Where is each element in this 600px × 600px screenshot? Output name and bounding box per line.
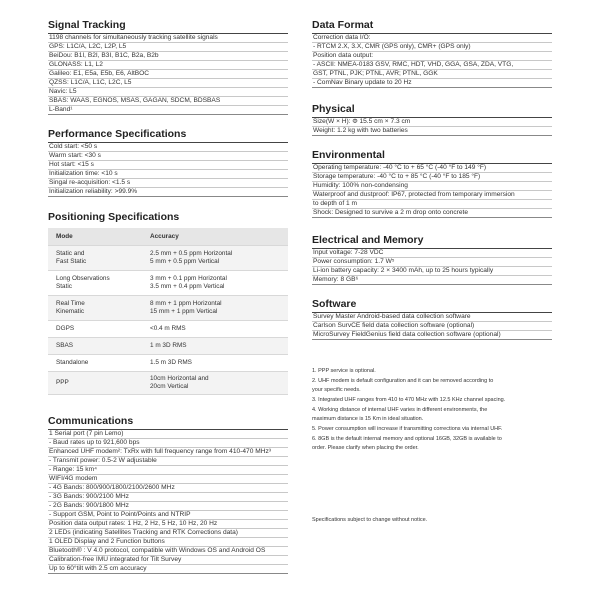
spec-line: - 2G Bands: 900/1800 MHz [48, 502, 288, 511]
mode-cell: Real Time Kinematic [56, 300, 85, 315]
accuracy-header: Accuracy [150, 232, 179, 240]
spec-line: 2 LEDs (indicating Satellites Tracking and RTK Corrections data) [48, 529, 288, 538]
spec-line: 1 Serial port (7 pin Lemo) [48, 430, 288, 439]
environmental-section [312, 148, 552, 218]
performance-section [48, 127, 288, 197]
table-row [48, 296, 288, 321]
accuracy-cell: 2.5 mm + 0.5 ppm Horizontal 5 mm + 0.5 ppm Vertical [150, 250, 233, 265]
spec-line: Weight: 1.2 kg with two batteries [312, 127, 552, 136]
spec-line: - RTCM 2.X, 3.X, CMR (GPS only), CMR+ (GPS only) [312, 43, 552, 52]
spec-line: Singal re-acquisition: <1.5 s [48, 179, 288, 188]
spec-line: Power consumption: 1.7 W⁵ [312, 258, 552, 267]
signal-tracking-title: Signal Tracking [48, 18, 288, 34]
spec-line: GPS: L1C/A, L2C, L2P, L5 [48, 43, 288, 52]
footnote: 2. UHF modem is default configuration and it can be removed according to your specific needs. [312, 378, 494, 393]
spec-line: Waterproof and dustproof: IP67, protected from temporary immersion [312, 191, 552, 200]
data-format-lines [312, 34, 552, 88]
positioning-table [48, 228, 288, 395]
communications-lines [48, 430, 288, 574]
table-row [48, 321, 288, 338]
spec-line: GLONASS: L1, L2 [48, 61, 288, 70]
accuracy-cell: 1 m 3D RMS [150, 342, 187, 349]
spec-line: - Transmit power: 0.5-2 W adjustable [48, 457, 288, 466]
communications-section [48, 414, 288, 574]
spec-line: - ASCII: NMEA-0183 GSV, RMC, HDT, VHD, GGA, GSA, ZDA, VTG, [312, 61, 552, 70]
mode-cell: Long Observations Static [56, 275, 110, 290]
accuracy-cell: 8 mm + 1 ppm Horizontal 15 mm + 1 ppm Vertical [150, 300, 222, 315]
accuracy-cell: 1.5 m 3D RMS [150, 359, 192, 366]
spec-line: Navic: L5 [48, 88, 288, 97]
spec-line: Position data output: [312, 52, 552, 61]
spec-line: GST, PTNL, PJK; PTNL, AVR; PTNL, GGK [312, 70, 552, 79]
mode-cell: Standalone [56, 359, 89, 366]
signal-tracking-section [48, 18, 288, 115]
spec-line: Calibration-free IMU integrated for Tilt Survey [48, 556, 288, 565]
spec-line: Enhanced UHF modem²: TxRx with full frequency range from 410-470 MHz³ [48, 448, 288, 457]
table-row [48, 246, 288, 271]
software-title: Software [312, 297, 552, 313]
spec-line: Storage temperature: -40 °C to + 85 °C (-40 °F to 185 °F) [312, 173, 552, 182]
table-row [48, 372, 288, 395]
spec-line: - 4G Bands: 800/900/1800/2100/2600 MHz [48, 484, 288, 493]
spec-line: to depth of 1 m [312, 200, 552, 209]
spec-line: QZSS: L1C/A, L1C, L2C, L5 [48, 79, 288, 88]
footnote: 3. Integrated UHF ranges from 410 to 470 MHz with 12.5 KHz channel spacing. [312, 397, 506, 403]
spec-line: Humidity: 100% non-condensing [312, 182, 552, 191]
spec-line: - Baud rates up to 921,600 bps [48, 439, 288, 448]
positioning-title: Positioning Specifications [48, 211, 180, 223]
spec-line: Up to 60°tilt with 2.5 cm accuracy [48, 565, 288, 574]
environmental-title: Environmental [312, 148, 552, 164]
mode-header: Mode [56, 232, 73, 240]
mode-cell: SBAS [56, 342, 74, 349]
footnote: 5. Power consumption will increase if transmitting corrections via internal UHF. [312, 426, 503, 432]
performance-lines [48, 143, 288, 197]
spec-line: 1 OLED Display and 2 Function buttons [48, 538, 288, 547]
mode-cell: Static and Fast Static [56, 250, 87, 265]
data-format-title: Data Format [312, 18, 552, 34]
spec-line: - Range: 15 km⁴ [48, 466, 288, 475]
spec-line: BeiDou: B1I, B2I, B3I, B1C, B2a, B2b [48, 52, 288, 61]
spec-line: Initialization time: <10 s [48, 170, 288, 179]
spec-line: Position data output rates: 1 Hz, 2 Hz, 5 Hz, 10 Hz, 20 Hz [48, 520, 288, 529]
spec-line: Size(W × H): Φ 15.5 cm × 7.3 cm [312, 118, 552, 127]
spec-line: Carlson SurvCE field data collection software (optional) [312, 322, 552, 331]
spec-line: 1198 channels for simultaneously tracking satellite signals [48, 34, 288, 43]
physical-lines [312, 118, 552, 136]
spec-line: Survey Master Android-based data collection software [312, 313, 552, 322]
accuracy-cell: <0.4 m RMS [150, 325, 186, 332]
signal-tracking-lines [48, 34, 288, 115]
physical-section [312, 102, 552, 136]
spec-line: Initialization reliability: >99.9% [48, 188, 288, 197]
spec-line: WIFI/4G modem [48, 475, 288, 484]
spec-line: SBAS: WAAS, EGNOS, MSAS, GAGAN, SDCM, BDSBAS [48, 97, 288, 106]
spec-line: - Support GSM, Point to Point/Points and NTRIP [48, 511, 288, 520]
disclaimer: Specifications subject to change without notice. [312, 517, 428, 523]
positioning-table-body [48, 246, 288, 395]
spec-line: Shock: Designed to survive a 2 m drop onto concrete [312, 209, 552, 218]
environmental-lines [312, 164, 552, 218]
table-row [48, 355, 288, 372]
spec-line: Memory: 8 GB⁶ [312, 276, 552, 285]
electrical-lines [312, 249, 552, 285]
electrical-title: Electrical and Memory [312, 233, 552, 249]
mode-cell: PPP [56, 379, 69, 386]
spec-line: - 3G Bands: 900/2100 MHz [48, 493, 288, 502]
spec-line: Hot start: <15 s [48, 161, 288, 170]
footnote: 1. PPP service is optional. [312, 368, 376, 374]
data-format-section [312, 18, 552, 88]
spec-line: L-Band¹ [48, 106, 288, 115]
software-lines [312, 313, 552, 340]
spec-line: Input voltage: 7-28 VDC [312, 249, 552, 258]
spec-line: Bluetooth® : V 4.0 protocol, compatible with Windows OS and Android OS [48, 547, 288, 556]
spec-line: Operating temperature: -40 °C to + 65 °C (-40 °F to 149 °F) [312, 164, 552, 173]
software-section [312, 297, 552, 340]
footnote: 6. 8GB is the default internal memory and optional 16GB, 32GB is available to order. Please clarify when placing the order. [312, 436, 502, 451]
footnote: 4. Working distance of internal UHF varies in different environments, the maximum distance is 15 Km in ideal situation. [312, 407, 488, 422]
mode-cell: DGPS [56, 325, 75, 332]
footnotes [312, 367, 552, 454]
table-row [48, 271, 288, 296]
accuracy-cell: 3 mm + 0.1 ppm Horizontal 3.5 mm + 0.4 ppm Vertical [150, 275, 227, 290]
table-row [48, 338, 288, 355]
positioning-section [48, 210, 288, 225]
spec-line: MicroSurvey FieldGenius field data collection software (optional) [312, 331, 552, 340]
performance-title: Performance Specifications [48, 127, 288, 143]
communications-title: Communications [48, 414, 288, 430]
table-header-row [48, 228, 288, 246]
spec-line: Warm start: <30 s [48, 152, 288, 161]
electrical-section [312, 233, 552, 285]
spec-line: - ComNav Binary update to 20 Hz [312, 79, 552, 88]
spec-line: Correction data I/O: [312, 34, 552, 43]
physical-title: Physical [312, 102, 552, 118]
spec-line: Cold start: <50 s [48, 143, 288, 152]
spec-line: Galileo: E1, E5a, E5b, E6, AltBOC [48, 70, 288, 79]
spec-line: Li-ion battery capacity: 2 × 3400 mAh, up to 25 hours typically [312, 267, 552, 276]
accuracy-cell: 10cm Horizontal and 20cm Vertical [150, 375, 209, 390]
